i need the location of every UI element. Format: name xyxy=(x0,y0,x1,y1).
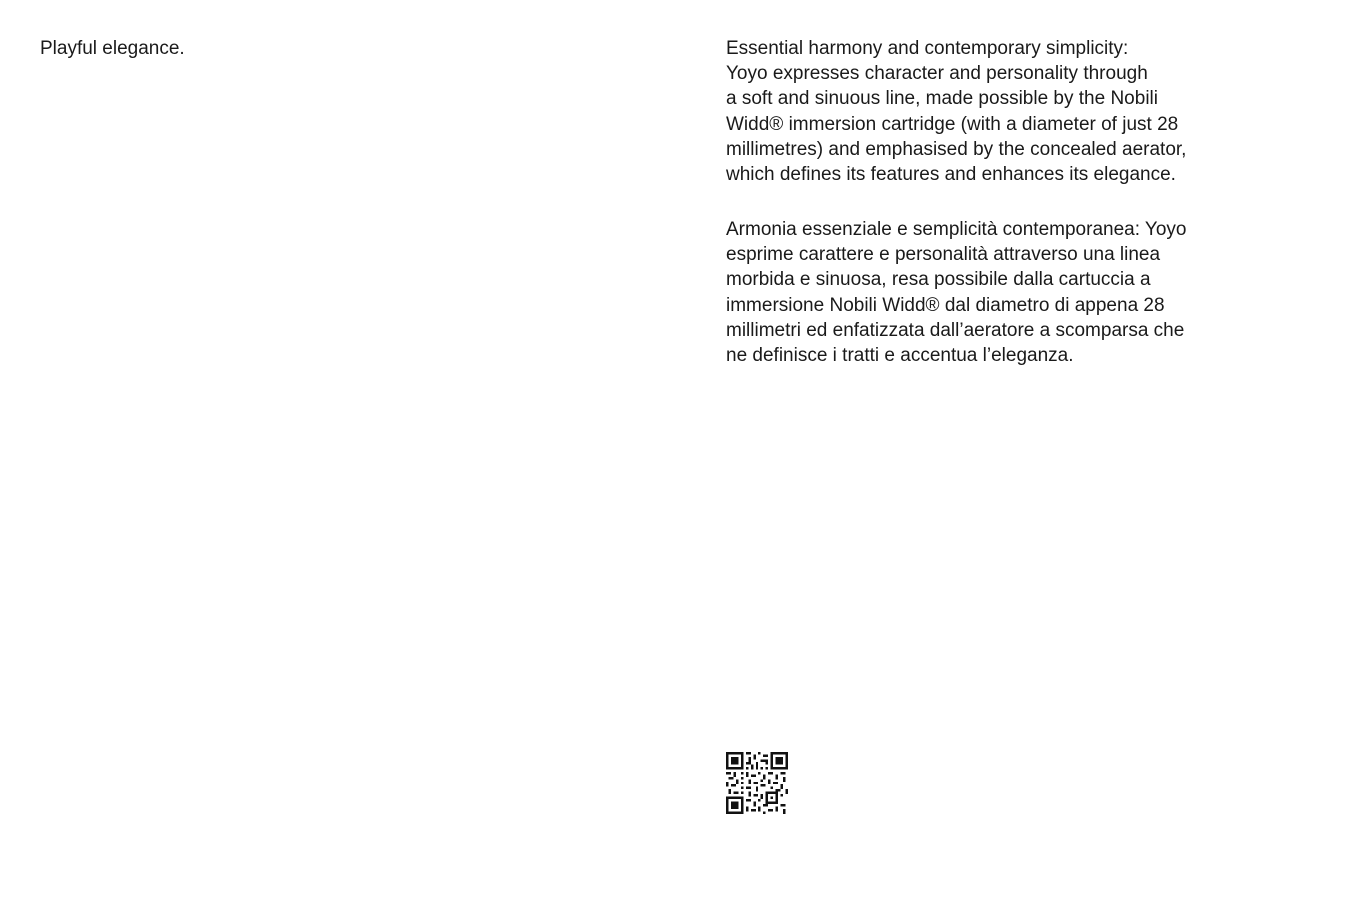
body-text-english: Essential harmony and contemporary simplicity: Yoyo expresses character and personality through a soft and sinuous line, made possible by the Nobili Widd® immersion cartridge (with a diameter of just 28 millimetres) and emphasised by the concealed aerator, which defines its features and enhances its elegance. xyxy=(726,38,1187,186)
page-headline: Playful elegance. xyxy=(40,38,185,59)
qr-code-icon[interactable] xyxy=(726,752,788,814)
body-text-italian: Armonia essenziale e semplicità contemporanea: Yoyo esprime carattere e personalità attraverso una linea morbida e sinuosa, resa possibile dalla cartuccia a immersione Nobili Widd® dal diametro di appena 28 millimetri ed enfatizzata dall’aeratore a scomparsa che ne definisce i tratti e accentua l’eleganza. xyxy=(726,219,1187,367)
right-page xyxy=(677,0,1355,903)
left-page xyxy=(0,0,677,903)
